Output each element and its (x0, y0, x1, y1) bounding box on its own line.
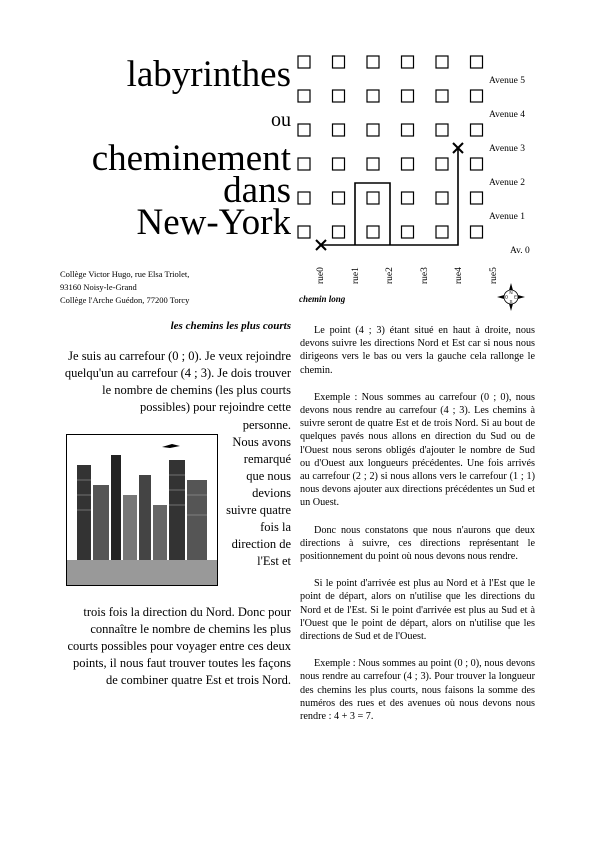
city-block (402, 192, 414, 204)
compass-icon (497, 283, 525, 311)
street-label: rue3 (420, 267, 430, 284)
compass-east-label: E (513, 294, 518, 300)
city-block (367, 124, 379, 136)
city-block (402, 124, 414, 136)
address-line: 93160 Noisy-le-Grand (60, 282, 137, 292)
city-block (298, 158, 310, 170)
city-block (471, 226, 483, 238)
street-label: rue5 (489, 267, 499, 284)
section-title: les chemins les plus courts (170, 320, 291, 332)
title-new-york: New-York (136, 202, 291, 243)
title-dans: dans (223, 170, 291, 211)
avenue-label: Av. 0 (510, 246, 530, 256)
skyline-illustration (67, 435, 217, 585)
avenue-label: Avenue 5 (489, 76, 525, 86)
compass-north-label: N (509, 290, 513, 295)
city-block (298, 56, 310, 68)
paragraph: Donc nous constatons que nous n'aurons que deux directions à suivre, ces directions représentant le positionnement du point où nous devons nous rendre. (300, 524, 535, 563)
city-block (333, 192, 345, 204)
city-block (298, 192, 310, 204)
city-block (436, 158, 448, 170)
new-york-skyline-photo (66, 434, 218, 586)
compass-west-label: O (504, 294, 509, 300)
city-block (471, 158, 483, 170)
address-line: Collège Victor Hugo, rue Elsa Triolet, (60, 269, 190, 279)
city-block (298, 226, 310, 238)
left-text-part1: Je suis au carrefour (0 ; 0). Je veux rejoindre quelqu'un au carrefour (4 ; 3). Je dois trouver le nombre de chemins (les plus courts possibles) pour rejoindre cette (64, 349, 291, 414)
city-block (471, 192, 483, 204)
compass-south-label: S (509, 299, 513, 304)
city-block (471, 90, 483, 102)
city-block (402, 90, 414, 102)
map-caption: chemin long (299, 294, 346, 304)
avenue-label: Avenue 2 (489, 178, 525, 188)
city-block (436, 226, 448, 238)
title-labyrinthes: labyrinthes (126, 54, 291, 95)
title-cheminement: cheminement (91, 138, 291, 179)
left-text-part3: trois fois la direction du Nord. Donc pour connaître le nombre de chemins les plus courts possibles pour voyager entre ces deux points, il nous faut trouver toutes les façons de combiner quatre Est et trois Nord. (67, 605, 291, 687)
city-block (402, 158, 414, 170)
city-block (333, 56, 345, 68)
city-block (402, 56, 414, 68)
city-block (333, 226, 345, 238)
street-label: rue0 (316, 267, 326, 284)
city-block (436, 192, 448, 204)
city-block (367, 192, 379, 204)
city-block (436, 56, 448, 68)
city-block (402, 226, 414, 238)
city-block (471, 124, 483, 136)
school-address (60, 268, 189, 307)
paragraph: Le point (4 ; 3) étant situé en haut à droite, nous devons suivre les directions Nord et Est car si nous nous dirigeons vers le bas ou vers la gauche cela rallonge le chemin. (300, 325, 535, 376)
city-block (298, 124, 310, 136)
city-block (367, 158, 379, 170)
paragraph: Si le point d'arrivée est plus au Nord et à l'Est que le point de départ, alors on n'utilise que les directions du Nord et de l'Est. Si le point d'arrivée est plus au Sud et à l'Ouest que le point de départ, alors on n'utilise que les directions de Sud et de l'Ouest. (300, 578, 535, 643)
avenue-label: Avenue 3 (489, 144, 525, 154)
paragraph: Exemple : Nous sommes au carrefour (0 ; 0), nous devons nous rendre au carrefour (4 ; 3). Les chemins à suivre seront de quatre Est et de trois Nord. Si au bout de quelques pavés nous allons en direction du Sud ou de l'Ouest nous serons obligés d'ajouter le nombre de Sud ou d'Ouest aux longueurs précédentes. Une fois arrivés au carrefour (2 ; 2) si nous allons vers le carrefour (1 ; 1) nous devons ajouter aux directions précédentes un Sud et un Ouest. (300, 391, 535, 509)
city-block (471, 56, 483, 68)
street-label: rue4 (454, 267, 464, 284)
city-block (298, 90, 310, 102)
city-block (367, 56, 379, 68)
avenue-label: Avenue 1 (489, 212, 525, 222)
city-block (333, 158, 345, 170)
city-block (367, 226, 379, 238)
avenue-label: Avenue 4 (489, 110, 525, 120)
street-label: rue2 (385, 267, 395, 284)
title-ou: ou (271, 109, 291, 131)
paragraph: Exemple : Nous sommes au point (0 ; 0), nous devons nous rendre au carrefour (4 ; 3). Pour trouver la longueur des chemins les plus courts, nous faisons la somme des numéros des rues et des avenues où nous devons nous rendre : 4 + 3 = 7. (300, 658, 535, 723)
city-block (367, 90, 379, 102)
city-block (436, 90, 448, 102)
city-block (333, 90, 345, 102)
right-column-text (300, 324, 535, 737)
left-text-part2: personne. Nous avons remarqué que nous devions suivre quatre fois la direction de l'Est et (226, 418, 291, 568)
street-label: rue1 (351, 267, 361, 284)
city-block (436, 124, 448, 136)
address-line: Collège l'Arche Guédon, 77200 Torcy (60, 295, 190, 305)
city-block (333, 124, 345, 136)
